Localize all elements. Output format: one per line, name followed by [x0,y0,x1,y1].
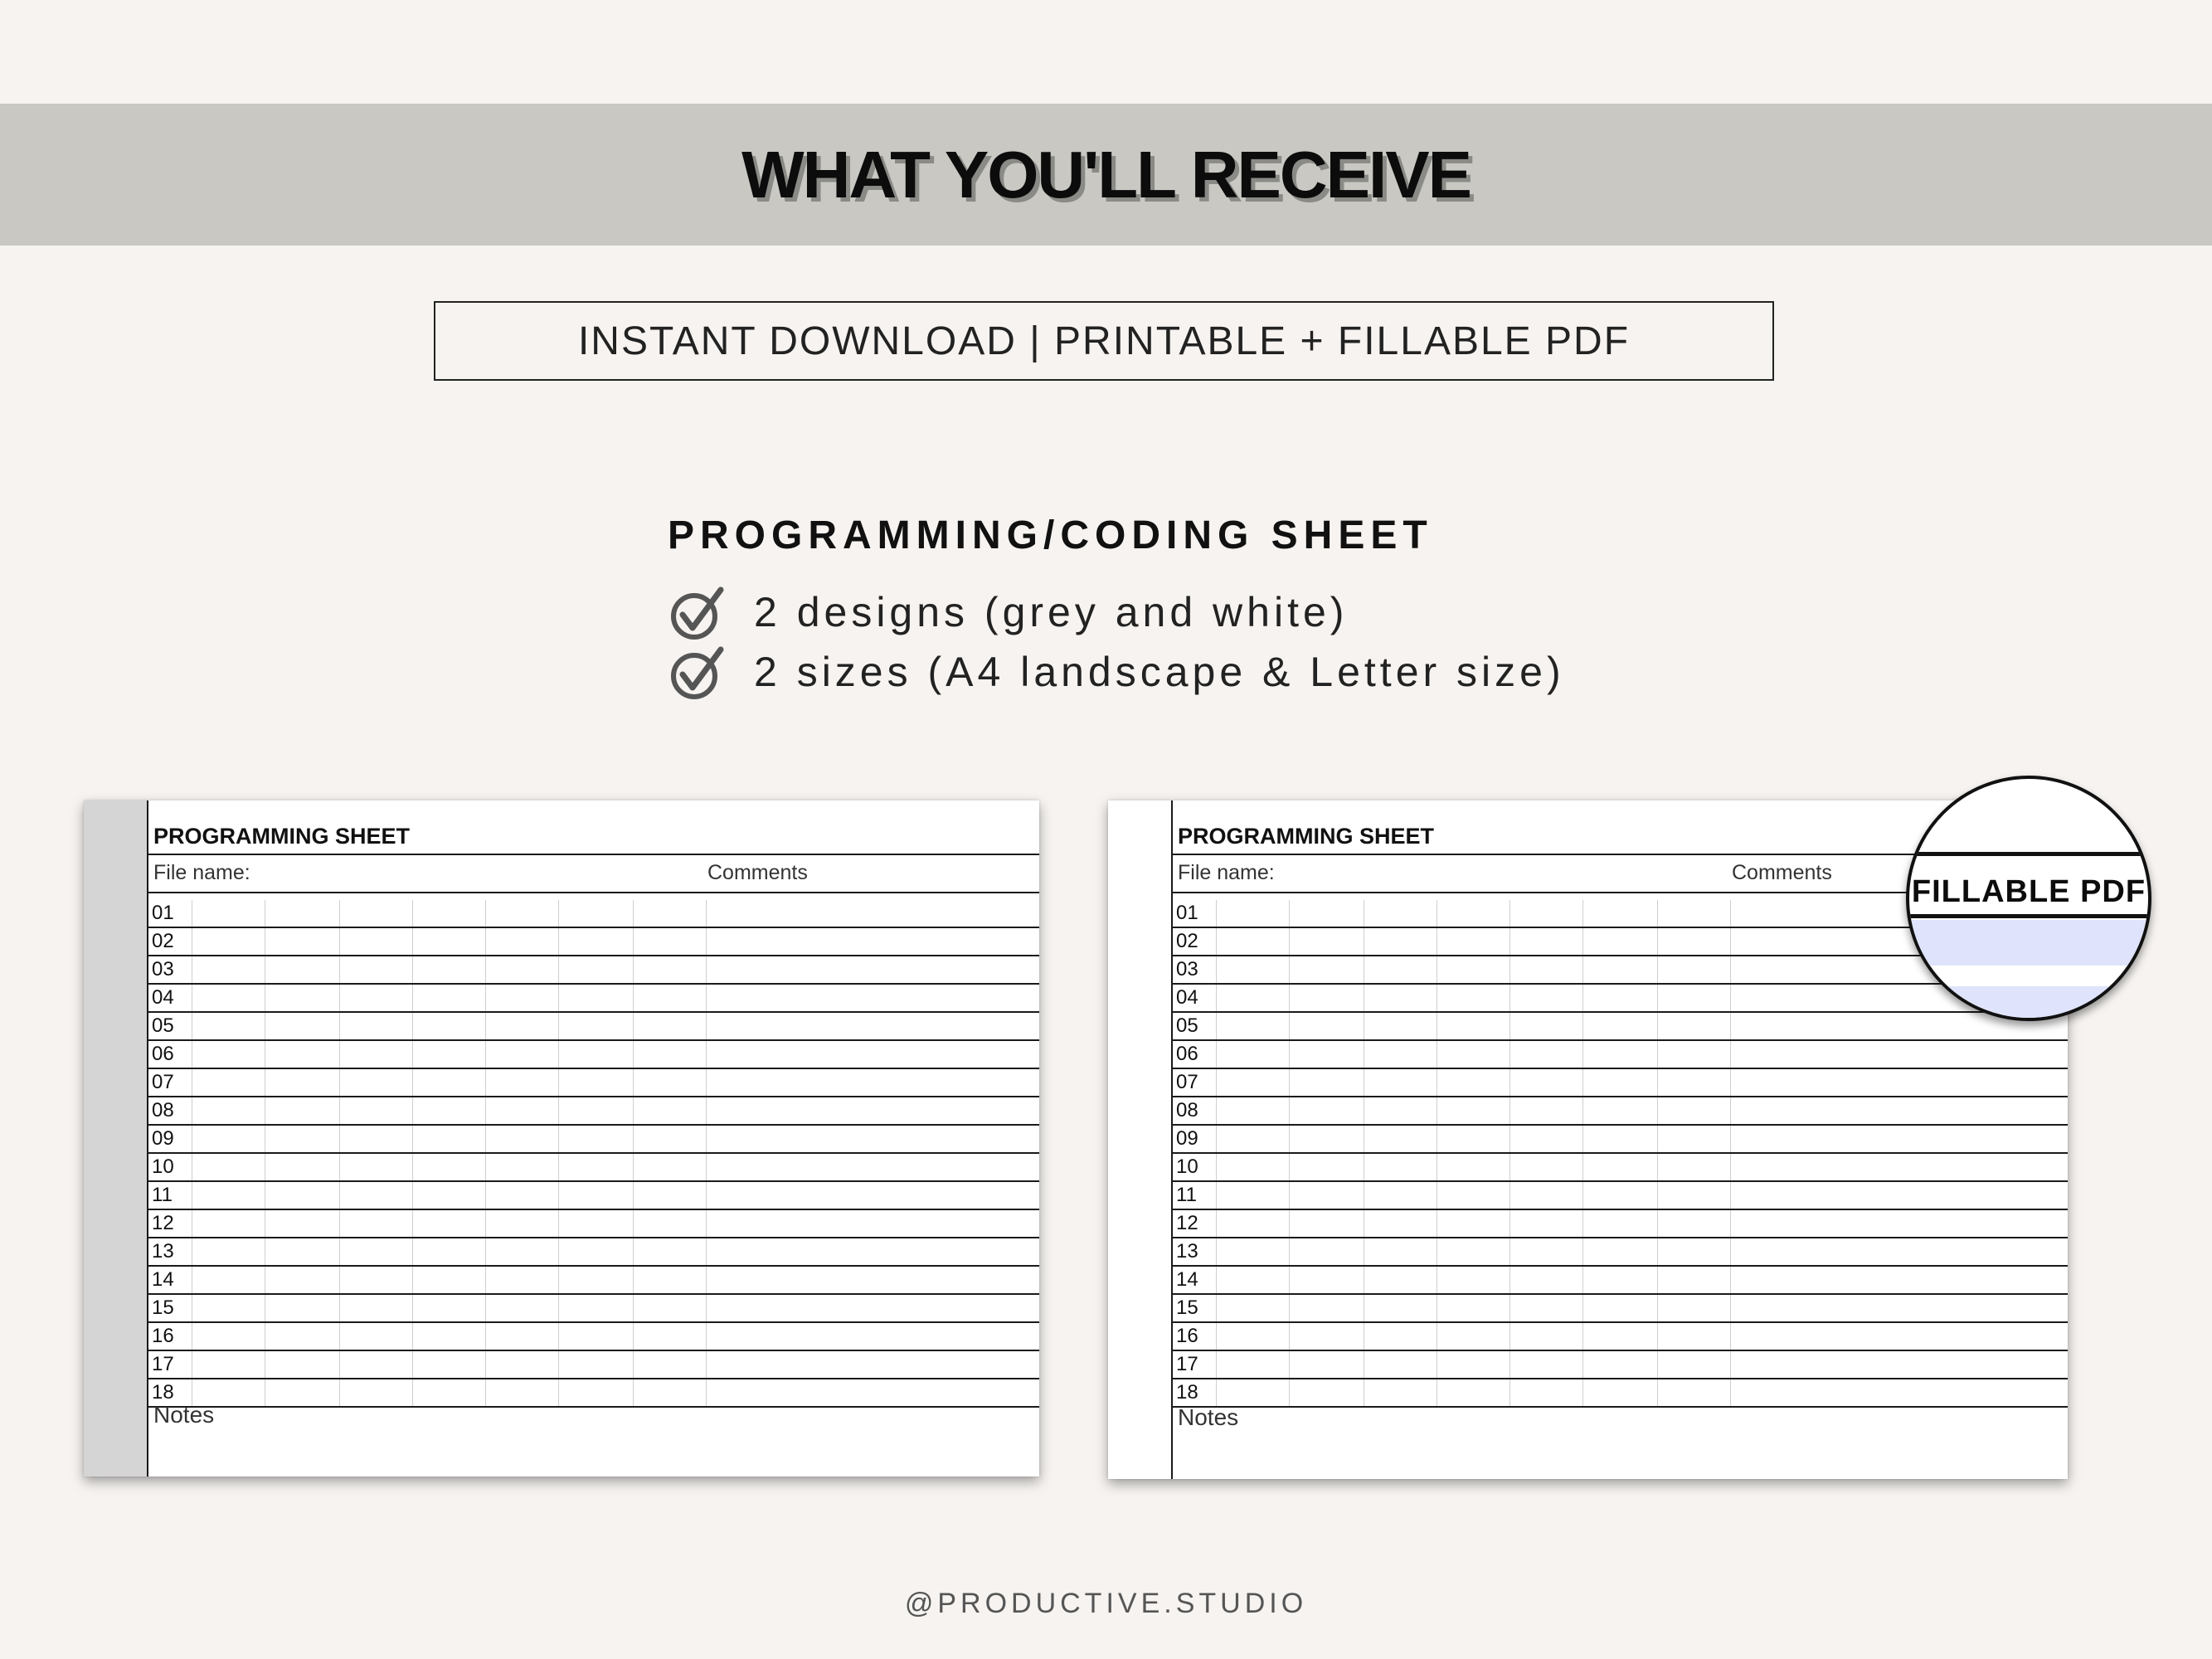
column-divider [339,1097,340,1124]
badge-field-fill [1909,920,2148,966]
code-row [148,1154,1039,1182]
column-divider [633,985,634,1011]
column-divider [1657,1069,1658,1096]
row-number: 08 [1176,1099,1198,1121]
row-number: 06 [1176,1043,1198,1065]
column-divider [1582,1238,1583,1265]
column-divider [1582,1210,1583,1237]
column-divider [633,928,634,955]
notes-label: Notes [1178,1404,1239,1430]
column-divider [1289,1013,1290,1039]
column-divider [339,1154,340,1180]
code-row [1173,1041,2068,1069]
column-divider [1216,1295,1217,1321]
column-divider [412,1295,413,1321]
column-divider [1216,1379,1217,1406]
column-divider [1216,985,1217,1011]
column-divider [1582,985,1583,1011]
sheet-title: PROGRAMMING SHEET [153,824,411,849]
column-divider [706,1323,707,1350]
column-divider [412,1267,413,1293]
row-number: 02 [1176,930,1198,952]
column-divider [1216,956,1217,983]
column-divider [1657,1210,1658,1237]
row-number: 10 [152,1155,174,1178]
column-divider [339,1295,340,1321]
row-number: 14 [1176,1268,1198,1291]
code-row [148,1097,1039,1126]
row-number: 02 [152,930,174,952]
column-divider [558,900,559,927]
column-divider [485,956,486,983]
column-divider [706,1182,707,1209]
column-divider [1730,928,1731,955]
badge-line [1909,914,2148,918]
column-divider [412,1126,413,1152]
row-number: 15 [152,1297,174,1319]
column-divider [485,1323,486,1350]
column-divider [558,1210,559,1237]
column-divider [633,1267,634,1293]
column-divider [1730,1351,1731,1378]
column-divider [1657,1013,1658,1039]
row-number: 07 [152,1071,174,1093]
column-divider [558,928,559,955]
column-divider [1216,1210,1217,1237]
column-divider [1582,1351,1583,1378]
column-divider [706,1210,707,1237]
column-divider [558,1069,559,1096]
row-number: 17 [1176,1353,1198,1375]
feature-item-designs [668,583,1348,641]
header-banner [0,104,2212,246]
divider [148,854,1039,855]
code-row [1173,1295,2068,1323]
code-row [148,1295,1039,1323]
column-divider [633,1351,634,1378]
column-divider [1582,1182,1583,1209]
column-divider [1657,985,1658,1011]
column-divider [339,1267,340,1293]
code-row [148,1182,1039,1210]
column-divider [633,1295,634,1321]
column-divider [485,1069,486,1096]
row-number: 15 [1176,1297,1198,1319]
column-divider [558,1013,559,1039]
code-row [1173,1238,2068,1267]
code-row [1173,1210,2068,1238]
row-number: 12 [1176,1212,1198,1234]
row-number: 08 [152,1099,174,1121]
product-title: PROGRAMMING/CODING SHEET [668,513,1433,557]
row-number: 04 [1176,986,1198,1009]
column-divider [339,1351,340,1378]
column-divider [1730,1126,1731,1152]
code-row [148,1379,1039,1408]
code-row [148,1069,1039,1097]
column-divider [1289,1126,1290,1152]
column-divider [706,1069,707,1096]
column-divider [1657,1323,1658,1350]
column-divider [1216,1351,1217,1378]
column-divider [633,1126,634,1152]
code-row [148,928,1039,956]
column-divider [412,1210,413,1237]
column-divider [1582,900,1583,927]
column-divider [633,1379,634,1406]
column-divider [633,1323,634,1350]
code-row [1173,1267,2068,1295]
column-divider [1582,1126,1583,1152]
column-divider [1289,1238,1290,1265]
sheet-title: PROGRAMMING SHEET [1178,824,1435,849]
column-divider [1216,1013,1217,1039]
footer-handle: @PRODUCTIVE.STUDIO [904,1588,1308,1619]
column-divider [706,956,707,983]
column-divider [485,1238,486,1265]
column-divider [1730,1097,1731,1124]
row-number: 04 [152,986,174,1009]
column-divider [339,985,340,1011]
column-divider [1582,1323,1583,1350]
row-number: 12 [152,1212,174,1234]
column-divider [558,956,559,983]
row-number: 03 [1176,958,1198,980]
code-row [148,1323,1039,1351]
column-divider [706,1267,707,1293]
format-info-box: INSTANT DOWNLOAD | PRINTABLE + FILLABLE PDF [434,301,1774,381]
column-divider [1582,1041,1583,1068]
column-divider [1730,900,1731,927]
code-row [148,1210,1039,1238]
column-divider [633,1013,634,1039]
column-divider [1730,985,1731,1011]
divider [148,892,1039,893]
column-divider [1582,1069,1583,1096]
column-divider [706,985,707,1011]
code-row [148,900,1039,928]
column-divider [1289,1097,1290,1124]
code-row [1173,1351,2068,1379]
feature-text: 2 sizes (A4 landscape & Letter size) [754,649,1565,695]
column-divider [1289,1069,1290,1096]
column-divider [1582,1097,1583,1124]
column-divider [1582,1379,1583,1406]
column-divider [1657,1238,1658,1265]
column-divider [485,1097,486,1124]
column-divider [485,1267,486,1293]
column-divider [706,1379,707,1406]
column-divider [558,985,559,1011]
row-number: 16 [1176,1325,1198,1347]
column-divider [706,1154,707,1180]
column-divider [706,1041,707,1068]
row-number: 09 [152,1127,174,1150]
column-divider [339,1041,340,1068]
column-divider [412,1154,413,1180]
column-divider [339,1210,340,1237]
column-divider [1657,1126,1658,1152]
column-divider [339,1379,340,1406]
column-divider [412,1323,413,1350]
column-divider [1216,1041,1217,1068]
row-number: 06 [152,1043,174,1065]
code-row [148,956,1039,985]
column-divider [412,1069,413,1096]
column-divider [1730,1295,1731,1321]
column-divider [706,1126,707,1152]
column-divider [1216,928,1217,955]
column-divider [1730,1238,1731,1265]
column-divider [1289,1210,1290,1237]
badge-field-fill [1909,986,2148,1021]
column-divider [485,1126,486,1152]
column-divider [633,1069,634,1096]
column-divider [706,1238,707,1265]
column-divider [339,1182,340,1209]
column-divider [485,1351,486,1378]
column-divider [1582,1154,1583,1180]
column-divider [1730,1013,1731,1039]
row-number: 09 [1176,1127,1198,1150]
code-row [148,1041,1039,1069]
column-divider [412,928,413,955]
column-divider [558,1041,559,1068]
column-divider [412,985,413,1011]
code-row [1173,1126,2068,1154]
column-divider [485,1154,486,1180]
column-divider [633,900,634,927]
column-divider [558,1351,559,1378]
column-divider [412,956,413,983]
code-row [148,1013,1039,1041]
row-number: 03 [152,958,174,980]
column-divider [412,1351,413,1378]
column-divider [558,1238,559,1265]
column-divider [1730,1267,1731,1293]
column-divider [485,1210,486,1237]
column-divider [339,900,340,927]
column-divider [1216,1238,1217,1265]
column-divider [633,1154,634,1180]
column-divider [485,1013,486,1039]
column-divider [558,1295,559,1321]
row-number: 18 [1176,1381,1198,1404]
column-divider [1657,1041,1658,1068]
column-divider [558,1126,559,1152]
column-divider [485,1041,486,1068]
column-divider [1730,956,1731,983]
column-divider [558,1379,559,1406]
code-row [1173,1154,2068,1182]
column-divider [339,928,340,955]
code-row [148,1238,1039,1267]
column-divider [485,1295,486,1321]
row-number: 16 [152,1325,174,1347]
column-divider [1657,956,1658,983]
column-divider [1289,1182,1290,1209]
column-divider [706,1351,707,1378]
column-divider [1657,1379,1658,1406]
row-number: 05 [1176,1014,1198,1037]
column-divider [1730,1182,1731,1209]
row-number: 13 [152,1240,174,1262]
row-number: 01 [152,902,174,924]
column-divider [339,1238,340,1265]
row-number: 11 [152,1184,173,1206]
column-divider [1216,900,1217,927]
column-divider [1657,1182,1658,1209]
column-divider [412,1013,413,1039]
column-divider [633,1097,634,1124]
column-divider [558,1154,559,1180]
column-divider [485,985,486,1011]
column-divider [1730,1069,1731,1096]
comments-label: Comments [707,861,808,884]
column-divider [1582,1267,1583,1293]
column-divider [339,1069,340,1096]
column-divider [1289,1041,1290,1068]
code-row [1173,1069,2068,1097]
column-divider [1216,1097,1217,1124]
column-divider [1289,1295,1290,1321]
column-divider [706,1097,707,1124]
column-divider [558,1182,559,1209]
code-row [1173,1182,2068,1210]
column-divider [1289,1351,1290,1378]
column-divider [485,1182,486,1209]
column-divider [1730,1154,1731,1180]
row-number: 10 [1176,1155,1198,1178]
column-divider [1216,1323,1217,1350]
column-divider [706,900,707,927]
column-divider [485,928,486,955]
column-divider [558,1267,559,1293]
row-number: 14 [152,1268,174,1291]
column-divider [412,1238,413,1265]
check-circle-icon [668,581,729,643]
column-divider [412,1379,413,1406]
column-divider [412,1097,413,1124]
column-divider [1582,1013,1583,1039]
column-divider [1657,928,1658,955]
column-divider [706,1013,707,1039]
column-divider [633,956,634,983]
column-divider [633,1238,634,1265]
code-row [1173,1097,2068,1126]
feature-item-sizes [668,643,1565,701]
column-divider [1289,928,1290,955]
column-divider [1657,1295,1658,1321]
column-divider [1657,1267,1658,1293]
sheet-preview-grey [84,800,1039,1477]
column-divider [1216,1126,1217,1152]
row-number: 11 [1176,1184,1197,1206]
feature-text: 2 designs (grey and white) [754,589,1349,635]
check-circle-icon [668,641,729,703]
column-divider [706,1295,707,1321]
code-rows [148,900,1039,1408]
code-row [148,985,1039,1013]
row-number: 17 [152,1353,174,1375]
column-divider [558,1097,559,1124]
column-divider [1730,1323,1731,1350]
row-number: 05 [152,1014,174,1037]
column-divider [1216,1154,1217,1180]
page-title: WHAT YOU'LL RECEIVE [741,137,1471,212]
column-divider [339,1126,340,1152]
code-row [1173,1323,2068,1351]
column-divider [633,1041,634,1068]
column-divider [1289,1267,1290,1293]
sheet-side-stripe [84,800,147,1477]
column-divider [1289,1323,1290,1350]
column-divider [485,1379,486,1406]
comments-label: Comments [1732,861,1832,884]
fillable-pdf-badge [1906,776,2151,1021]
row-number: 18 [152,1381,174,1404]
column-divider [1730,1210,1731,1237]
code-row [1173,1379,2068,1408]
column-divider [339,1013,340,1039]
file-name-label: File name: [153,861,250,884]
column-divider [412,1182,413,1209]
column-divider [558,1323,559,1350]
column-divider [412,900,413,927]
code-row [148,1351,1039,1379]
badge-label: FILLABLE PDF [1911,874,2146,909]
column-divider [1216,1069,1217,1096]
column-divider [1657,1097,1658,1124]
column-divider [412,1041,413,1068]
column-divider [485,900,486,927]
notes-label: Notes [153,1402,215,1428]
column-divider [1289,1379,1290,1406]
code-row [148,1126,1039,1154]
row-number: 07 [1176,1071,1198,1093]
column-divider [1582,956,1583,983]
column-divider [339,956,340,983]
column-divider [1289,900,1290,927]
column-divider [1289,1154,1290,1180]
column-divider [1730,1041,1731,1068]
column-divider [1289,985,1290,1011]
column-divider [706,928,707,955]
column-divider [1657,1154,1658,1180]
row-number: 01 [1176,902,1198,924]
row-number: 13 [1176,1240,1198,1262]
column-divider [1582,928,1583,955]
column-divider [633,1210,634,1237]
column-divider [1216,1182,1217,1209]
file-name-label: File name: [1178,861,1275,884]
column-divider [1216,1267,1217,1293]
column-divider [339,1323,340,1350]
column-divider [1582,1295,1583,1321]
column-divider [1657,1351,1658,1378]
column-divider [633,1182,634,1209]
badge-line [1909,852,2148,856]
column-divider [1730,1379,1731,1406]
column-divider [1289,956,1290,983]
code-row [148,1267,1039,1295]
column-divider [1657,900,1658,927]
